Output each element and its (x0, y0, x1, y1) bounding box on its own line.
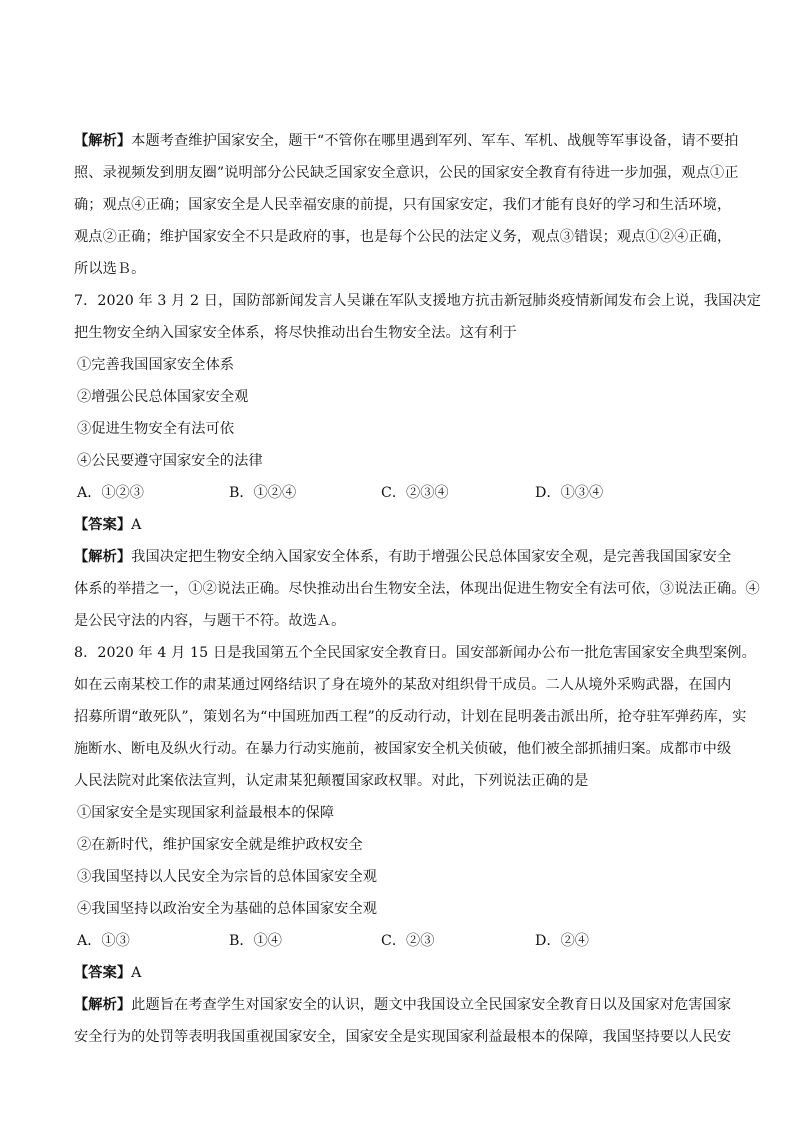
answer-value: A (131, 517, 142, 533)
answer-tag: 【答案】 (74, 965, 132, 981)
question-8-stem: 人民法院对此案依法宣判，认定肃某犯颠覆国家政权罪。对此，下列说法正确的是 (74, 773, 589, 789)
question-7-option-c: C．②③④ (381, 485, 449, 501)
analysis-line: 照、录视频发到朋友圈”说明部分公民缺乏国家安全意识，公民的国家安全教育有待进一步加强，观点①正 (74, 165, 739, 181)
question-7-option-a: A．①②③ (77, 485, 144, 501)
question-7-option-b: B．①②④ (229, 485, 297, 501)
analysis-tag: 【解析】 (74, 133, 132, 149)
question-8-item: ①国家安全是实现国家利益最根本的保障 (77, 805, 335, 821)
question-8-option-b: B．①④ (229, 933, 282, 949)
analysis-tag: 【解析】 (74, 549, 132, 565)
question-7-item: ①完善我国国家安全体系 (77, 357, 235, 373)
question-8-item: ②在新时代，维护国家安全就是维护政权安全 (77, 837, 363, 853)
question-7-analysis: 体系的举措之一，①②说法正确。尽快推动出台生物安全法，体现出促进生物安全有法可依，③说法正确。④ (74, 581, 760, 597)
question-8-stem: 8．2020 年 4 月 15 日是我国第五个全民国家安全教育日。国安部新闻办公布一批危害国家安全典型案例。 (74, 645, 756, 661)
question-7-analysis: 【解析】我国决定把生物安全纳入国家安全体系，有助于增强公民总体国家安全观，是完善我国国家安全 (74, 549, 732, 565)
analysis-line: 观点②正确；维护国家安全不只是政府的事，也是每个公民的法定义务，观点③错误；观点①②④正确， (74, 229, 732, 245)
question-7-stem: 把生物安全纳入国家安全体系，将尽快推动出台生物安全法。这有利于 (74, 325, 517, 341)
question-8-option-a: A．①③ (77, 933, 130, 949)
question-7-item: ②增强公民总体国家安全观 (77, 389, 249, 405)
question-7-analysis: 是公民守法的内容，与题干不符。故选Ａ。 (74, 613, 346, 629)
answer-value: A (131, 965, 142, 981)
question-8-item: ③我国坚持以人民安全为宗旨的总体国家安全观 (77, 869, 378, 885)
question-7-item: ③促进生物安全有法可依 (77, 421, 235, 437)
question-8-option-c: C．②③ (381, 933, 435, 949)
question-8-stem: 招募所谓“敢死队”，策划名为“中国班加西工程”的反动行动，计划在昆明袭击派出所，抢夺驻军弹药库，实 (74, 709, 747, 725)
question-7-answer (74, 515, 142, 535)
analysis-line: 【解析】本题考查维护国家安全，题干“不管你在哪里遇到军列、军车、军机、战舰等军事设备，请不要拍 (74, 133, 739, 149)
analysis-tag: 【解析】 (74, 997, 132, 1013)
analysis-line: 确；观点④正确；国家安全是人民幸福安康的前提，只有国家安定，我们才能有良好的学习和生活环境， (74, 197, 732, 213)
question-7-option-d: D．①③④ (535, 485, 604, 501)
question-8-item: ④我国坚持以政治安全为基础的总体国家安全观 (77, 901, 378, 917)
question-8-option-d: D．②④ (535, 933, 589, 949)
question-8-stem: 如在云南某校工作的肃某通过网络结识了身在境外的某敌对组织骨干成员。二人从境外采购武器，在国内 (74, 677, 732, 693)
question-7-stem: 7．2020 年 3 月 2 日，国防部新闻发言人吴谦在军队支援地方抗击新冠肺炎疫情新闻发布会上说，我国决定 (74, 293, 762, 309)
question-8-analysis: 【解析】此题旨在考查学生对国家安全的认识，题文中我国设立全民国家安全教育日以及国家对危害国家 (74, 997, 732, 1013)
question-8-stem: 施断水、断电及纵火行动。在暴力行动实施前，被国家安全机关侦破，他们被全部抓捕归案。成都市中级 (74, 741, 732, 757)
answer-tag: 【答案】 (74, 517, 132, 533)
question-8-analysis: 安全行为的处罚等表明我国重视国家安全，国家安全是实现国家利益最根本的保障，我国坚持要以人民安 (74, 1029, 732, 1045)
question-8-answer (74, 963, 142, 983)
question-7-item: ④公民要遵守国家安全的法律 (77, 453, 263, 469)
analysis-line: 所以选Ｂ。 (74, 261, 146, 277)
